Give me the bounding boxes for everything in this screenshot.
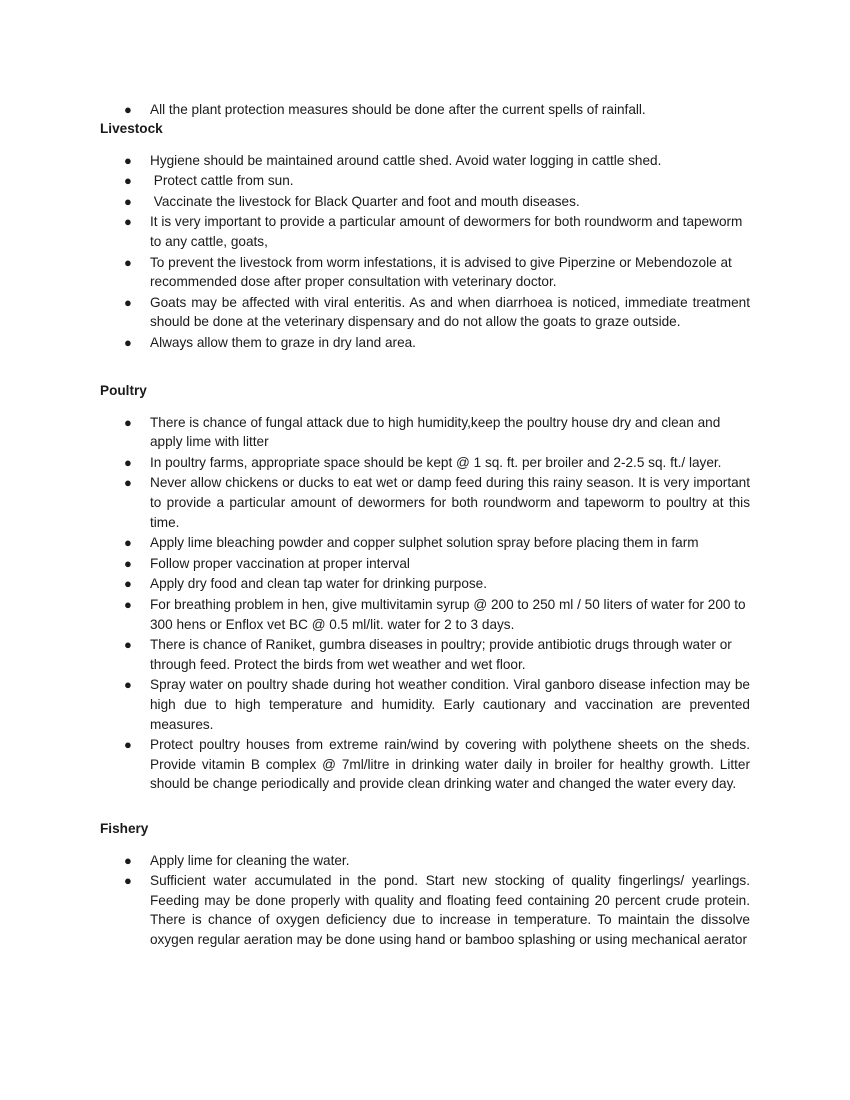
list-item-text: There is chance of fungal attack due to high humidity,keep the poultry house dry and clean and apply lime with litter (150, 414, 721, 450)
list-item (100, 453, 750, 473)
bullet-icon: ● (124, 414, 132, 430)
list-item (100, 675, 750, 734)
list-item-text: Sufficient water accumulated in the pond. Start new stocking of quality fingerlings/ yearlings. Feeding may be done properly with quality and floating feed containing 20 percent crude protein. There is chance of oxygen deficiency due to increase in temperature. To maintain the dissolve oxygen regular aeration may be done using hand or bamboo splashing or using mechanical aerator (150, 873, 750, 947)
bullet-icon: ● (124, 102, 132, 117)
bullet-icon: ● (124, 152, 132, 168)
list-item (100, 851, 750, 871)
list-item (100, 574, 750, 594)
bullet-icon: ● (124, 454, 132, 470)
list-item-text: There is chance of Raniket, gumbra diseases in poultry; provide antibiotic drugs through water or through feed. Protect the birds from wet weather and wet floor. (150, 637, 732, 672)
list-item (100, 735, 750, 794)
list-item (100, 171, 750, 191)
list-item-text: Follow proper vaccination at proper interval (150, 555, 410, 571)
bullet-icon: ● (124, 334, 132, 350)
bullet-icon: ● (124, 214, 132, 230)
list-item (100, 192, 750, 212)
poultry-list (100, 413, 750, 794)
list-item (100, 635, 750, 674)
list-item-text: Goats may be affected with viral enteritis. As and when diarrhoea is noticed, immediate treatment should be done at the veterinary dispensary and do not allow the goats to graze outside. (150, 294, 750, 330)
list-item-text: Apply dry food and clean tap water for drinking purpose. (150, 576, 488, 592)
list-item-text: Protect poultry houses from extreme rain/wind by covering with polythene sheets on the sheds. Provide vitamin B complex @ 7ml/litre in drinking water daily in broiler for healthy growth. Litter should be change periodically and provide clean drinking water and changed the water every day. (150, 737, 750, 792)
list-item-text: Hygiene should be maintained around cattle shed. Avoid water logging in cattle shed. (150, 152, 662, 168)
list-item (100, 871, 750, 949)
list-item (100, 473, 750, 532)
bullet-icon: ● (124, 677, 132, 693)
bullet-icon: ● (124, 637, 132, 653)
list-item-text: Never allow chickens or ducks to eat wet or damp feed during this rainy season. It is very important to provide a particular amount of dewormers for both roundworm and tapeworm to poultry at this time. (150, 475, 750, 530)
intro-section (100, 100, 750, 121)
list-item-text: Spray water on poultry shade during hot weather condition. Viral ganboro disease infection may be high due to high temperature and humidity. Early cautionary and vaccination are prevented measures. (150, 677, 750, 732)
bullet-icon: ● (124, 737, 132, 753)
list-item-text: Vaccinate the livestock for Black Quarter and foot and mouth diseases. (150, 193, 580, 209)
list-item (100, 253, 750, 292)
list-item (100, 212, 750, 251)
bullet-icon: ● (124, 193, 132, 209)
bullet-icon: ● (124, 173, 132, 189)
fishery-list (100, 851, 750, 950)
bullet-icon: ● (124, 535, 132, 551)
intro-list (100, 100, 750, 120)
list-item-text: Protect cattle from sun. (150, 173, 294, 189)
bullet-icon: ● (124, 576, 132, 592)
list-item-text: To prevent the livestock from worm infestations, it is advised to give Piperzine or Mebendozole at recommended dose after proper consultation with veterinary doctor. (150, 254, 732, 290)
section-heading-fishery: Fishery (100, 821, 149, 836)
livestock-section (100, 119, 750, 354)
poultry-section (100, 381, 750, 795)
list-item-text: Apply lime for cleaning the water. (150, 852, 350, 868)
list-item (100, 595, 750, 634)
bullet-icon: ● (124, 254, 132, 270)
bullet-icon: ● (124, 596, 132, 612)
list-item-text: Apply lime bleaching powder and copper sulphet solution spray before placing them in farm (150, 535, 699, 551)
list-item (100, 554, 750, 574)
list-item-text: Always allow them to graze in dry land area. (150, 334, 416, 350)
list-item (100, 100, 750, 120)
list-item (100, 333, 750, 353)
bullet-icon: ● (124, 873, 132, 889)
bullet-icon: ● (124, 555, 132, 571)
livestock-list (100, 151, 750, 353)
bullet-icon: ● (124, 294, 132, 310)
section-heading-livestock: Livestock (100, 121, 163, 136)
list-item-text: In poultry farms, appropriate space should be kept @ 1 sq. ft. per broiler and 2-2.5 sq. ft./ layer. (150, 454, 722, 470)
list-item-text: For breathing problem in hen, give multivitamin syrup @ 200 to 250 ml / 50 liters of water for 200 to 300 hens or Enflox vet BC @ 0.5 ml/lit. water for 2 to 3 days. (150, 596, 746, 632)
section-heading-poultry: Poultry (100, 383, 147, 398)
list-item-text: It is very important to provide a particular amount of dewormers for both roundworm and tapeworm to any cattle, goats, (150, 214, 743, 249)
list-item-text: All the plant protection measures should be done after the current spells of rainfall. (150, 102, 646, 117)
bullet-icon: ● (124, 852, 132, 868)
list-item (100, 151, 750, 171)
list-item (100, 533, 750, 553)
list-item (100, 293, 750, 332)
bullet-icon: ● (124, 475, 132, 491)
fishery-section (100, 819, 750, 951)
list-item (100, 413, 750, 452)
